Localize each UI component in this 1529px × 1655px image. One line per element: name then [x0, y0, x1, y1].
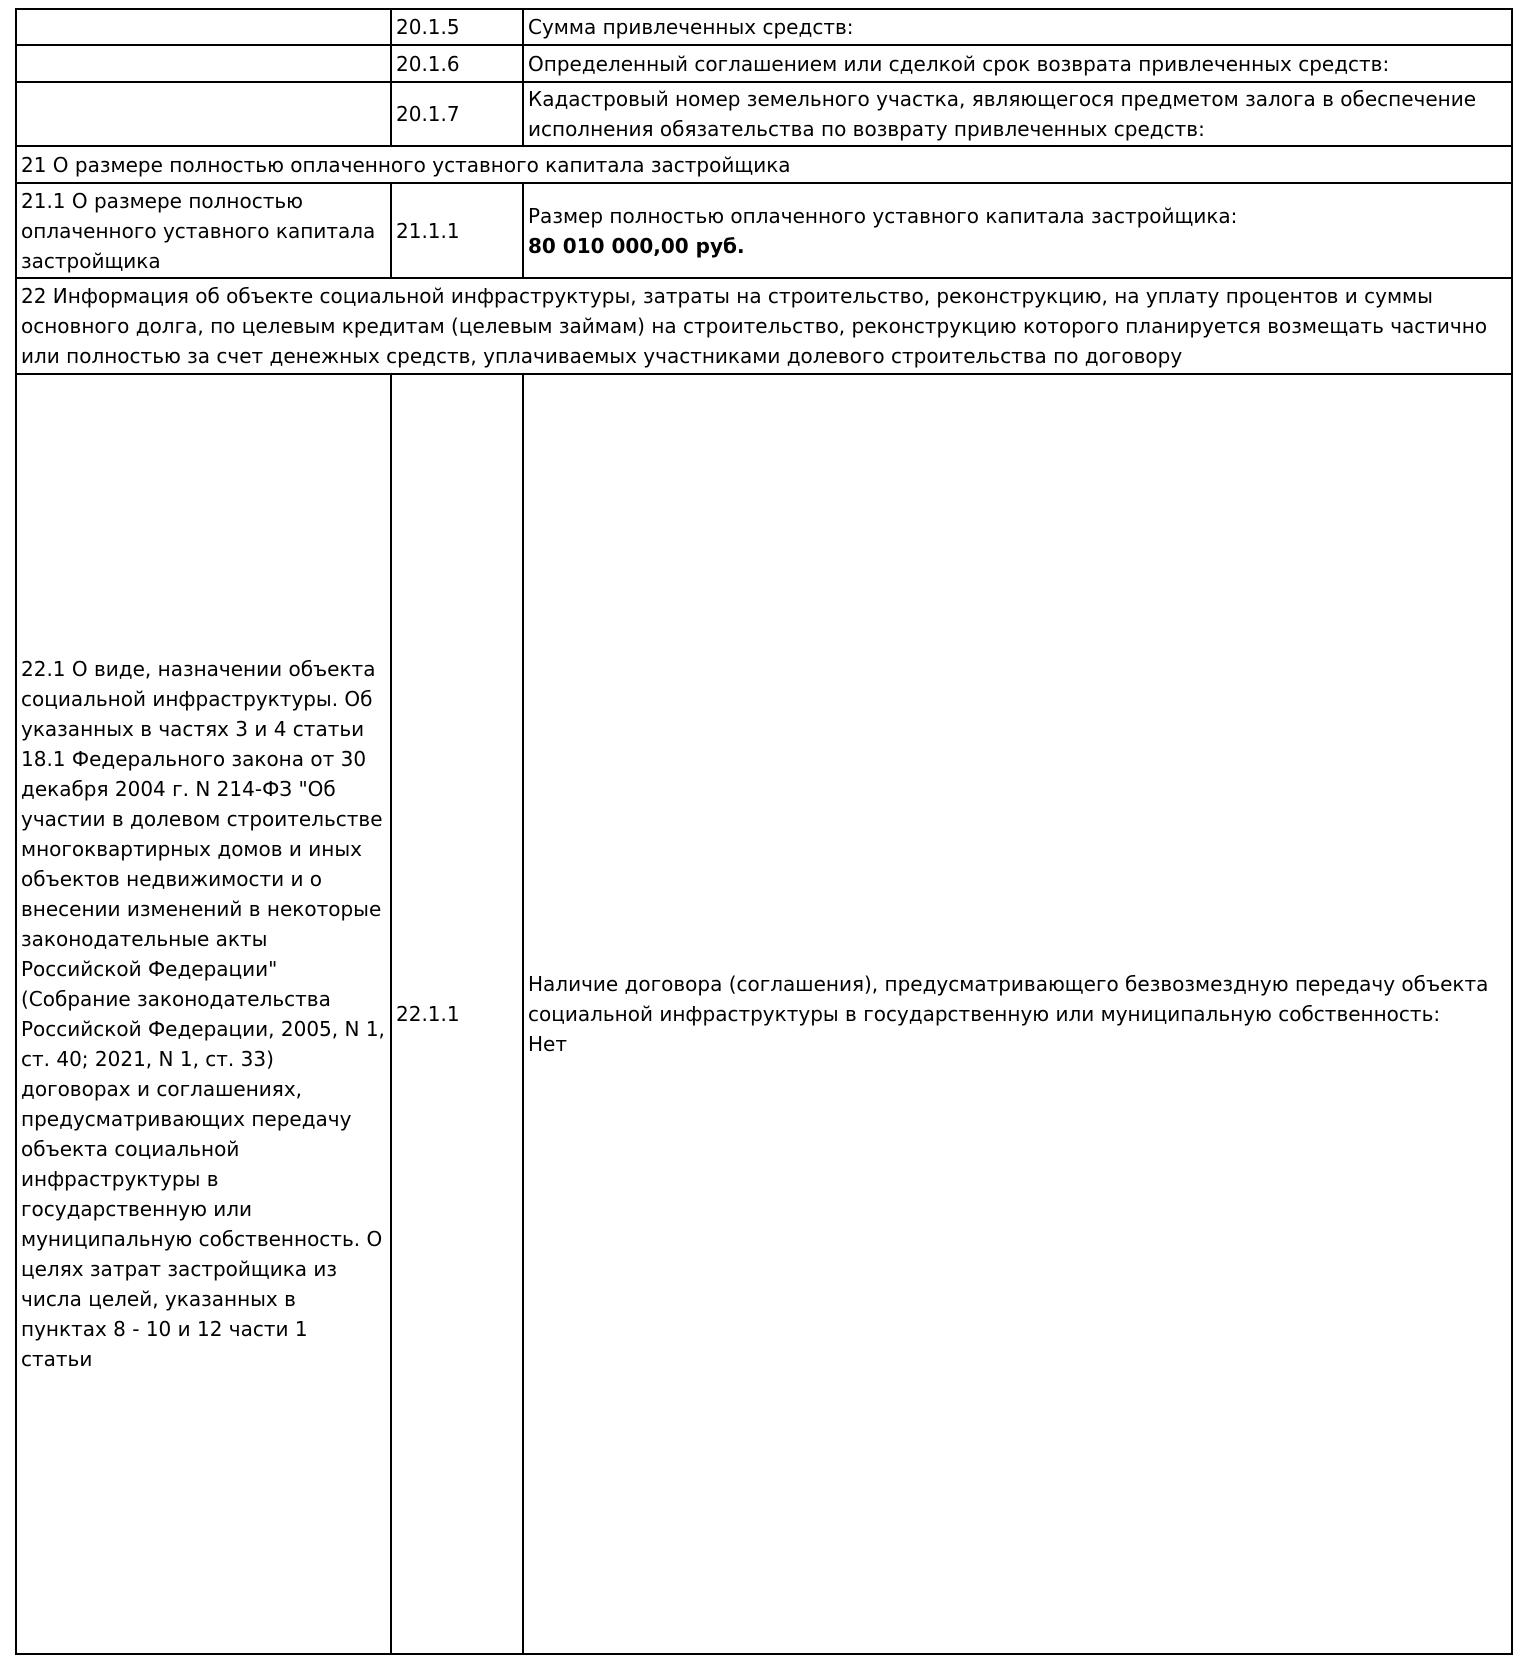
table-row-22-1 — [16, 374, 1512, 1654]
item-value-22-1-1: Нет — [528, 1032, 567, 1056]
declaration-table — [15, 8, 1513, 1655]
item-number-22-1-1: 22.1.1 — [391, 374, 523, 1654]
item-value-21-1-1: 80 010 000,00 руб. — [528, 233, 745, 258]
item-text-20-1-5: Сумма привлеченных средств: — [523, 9, 1512, 45]
description-21-1: 21.1 О размере полностью оплаченного уставного капитала застройщика — [16, 183, 391, 278]
item-number-20-1-5: 20.1.5 — [391, 9, 523, 45]
table-row-21-1 — [16, 183, 1512, 278]
item-text-20-1-6: Определенный соглашением или сделкой срок возврата привлеченных средств: — [523, 45, 1512, 82]
item-number-21-1-1: 21.1.1 — [391, 183, 523, 278]
section-21-header-row — [16, 146, 1512, 183]
item-label-22-1-1: Наличие договора (соглашения), предусматривающего безвозмездную передачу объекта социальной инфраструктуры в государственную или муниципальную собственность: — [528, 972, 1489, 1026]
item-cell-21-1-1 — [523, 183, 1512, 278]
item-number-20-1-7: 20.1.7 — [391, 82, 523, 146]
item-text-20-1-7: Кадастровый номер земельного участка, являющегося предметом залога в обеспечение исполнения обязательства по возврату привлеченных средств: — [523, 82, 1512, 146]
item-label-21-1-1: Размер полностью оплаченного уставного капитала застройщика: — [528, 203, 1238, 228]
empty-description-cell — [16, 82, 391, 146]
empty-description-cell — [16, 9, 391, 45]
table-row-20-1-6 — [16, 45, 1512, 82]
section-22-header-row — [16, 278, 1512, 374]
section-22-header: 22 Информация об объекте социальной инфраструктуры, затраты на строительство, реконструкцию, на уплату процентов и суммы основного долга, по целевым кредитам (целевым займам) на строительство, реконструкцию которого планируется возмещать частично или полностью за счет денежных средств, уплачиваемых участниками долевого строительства по договору — [16, 278, 1512, 374]
table-row-20-1-7 — [16, 82, 1512, 146]
empty-description-cell — [16, 45, 391, 82]
section-21-header: 21 О размере полностью оплаченного уставного капитала застройщика — [16, 146, 1512, 183]
item-number-20-1-6: 20.1.6 — [391, 45, 523, 82]
item-cell-22-1-1 — [523, 374, 1512, 1654]
table-row-20-1-5 — [16, 9, 1512, 45]
description-22-1: 22.1 О виде, назначении объекта социальной инфраструктуры. Об указанных в частях 3 и 4 статьи 18.1 Федерального закона от 30 декабря 2004 г. N 214-ФЗ "Об участии в долевом строительстве многоквартирных домов и иных объектов недвижимости и о внесении изменений в некоторые законодательные акты Российской Федерации" (Собрание законодательства Российской Федерации, 2005, N 1, ст. 40; 2021, N 1, ст. 33) договорах и соглашениях, предусматривающих передачу объекта социальной инфраструктуры в государственную или муниципальную собственность. О целях затрат застройщика из числа целей, указанных в пунктах 8 - 10 и 12 части 1 статьи — [16, 374, 391, 1654]
